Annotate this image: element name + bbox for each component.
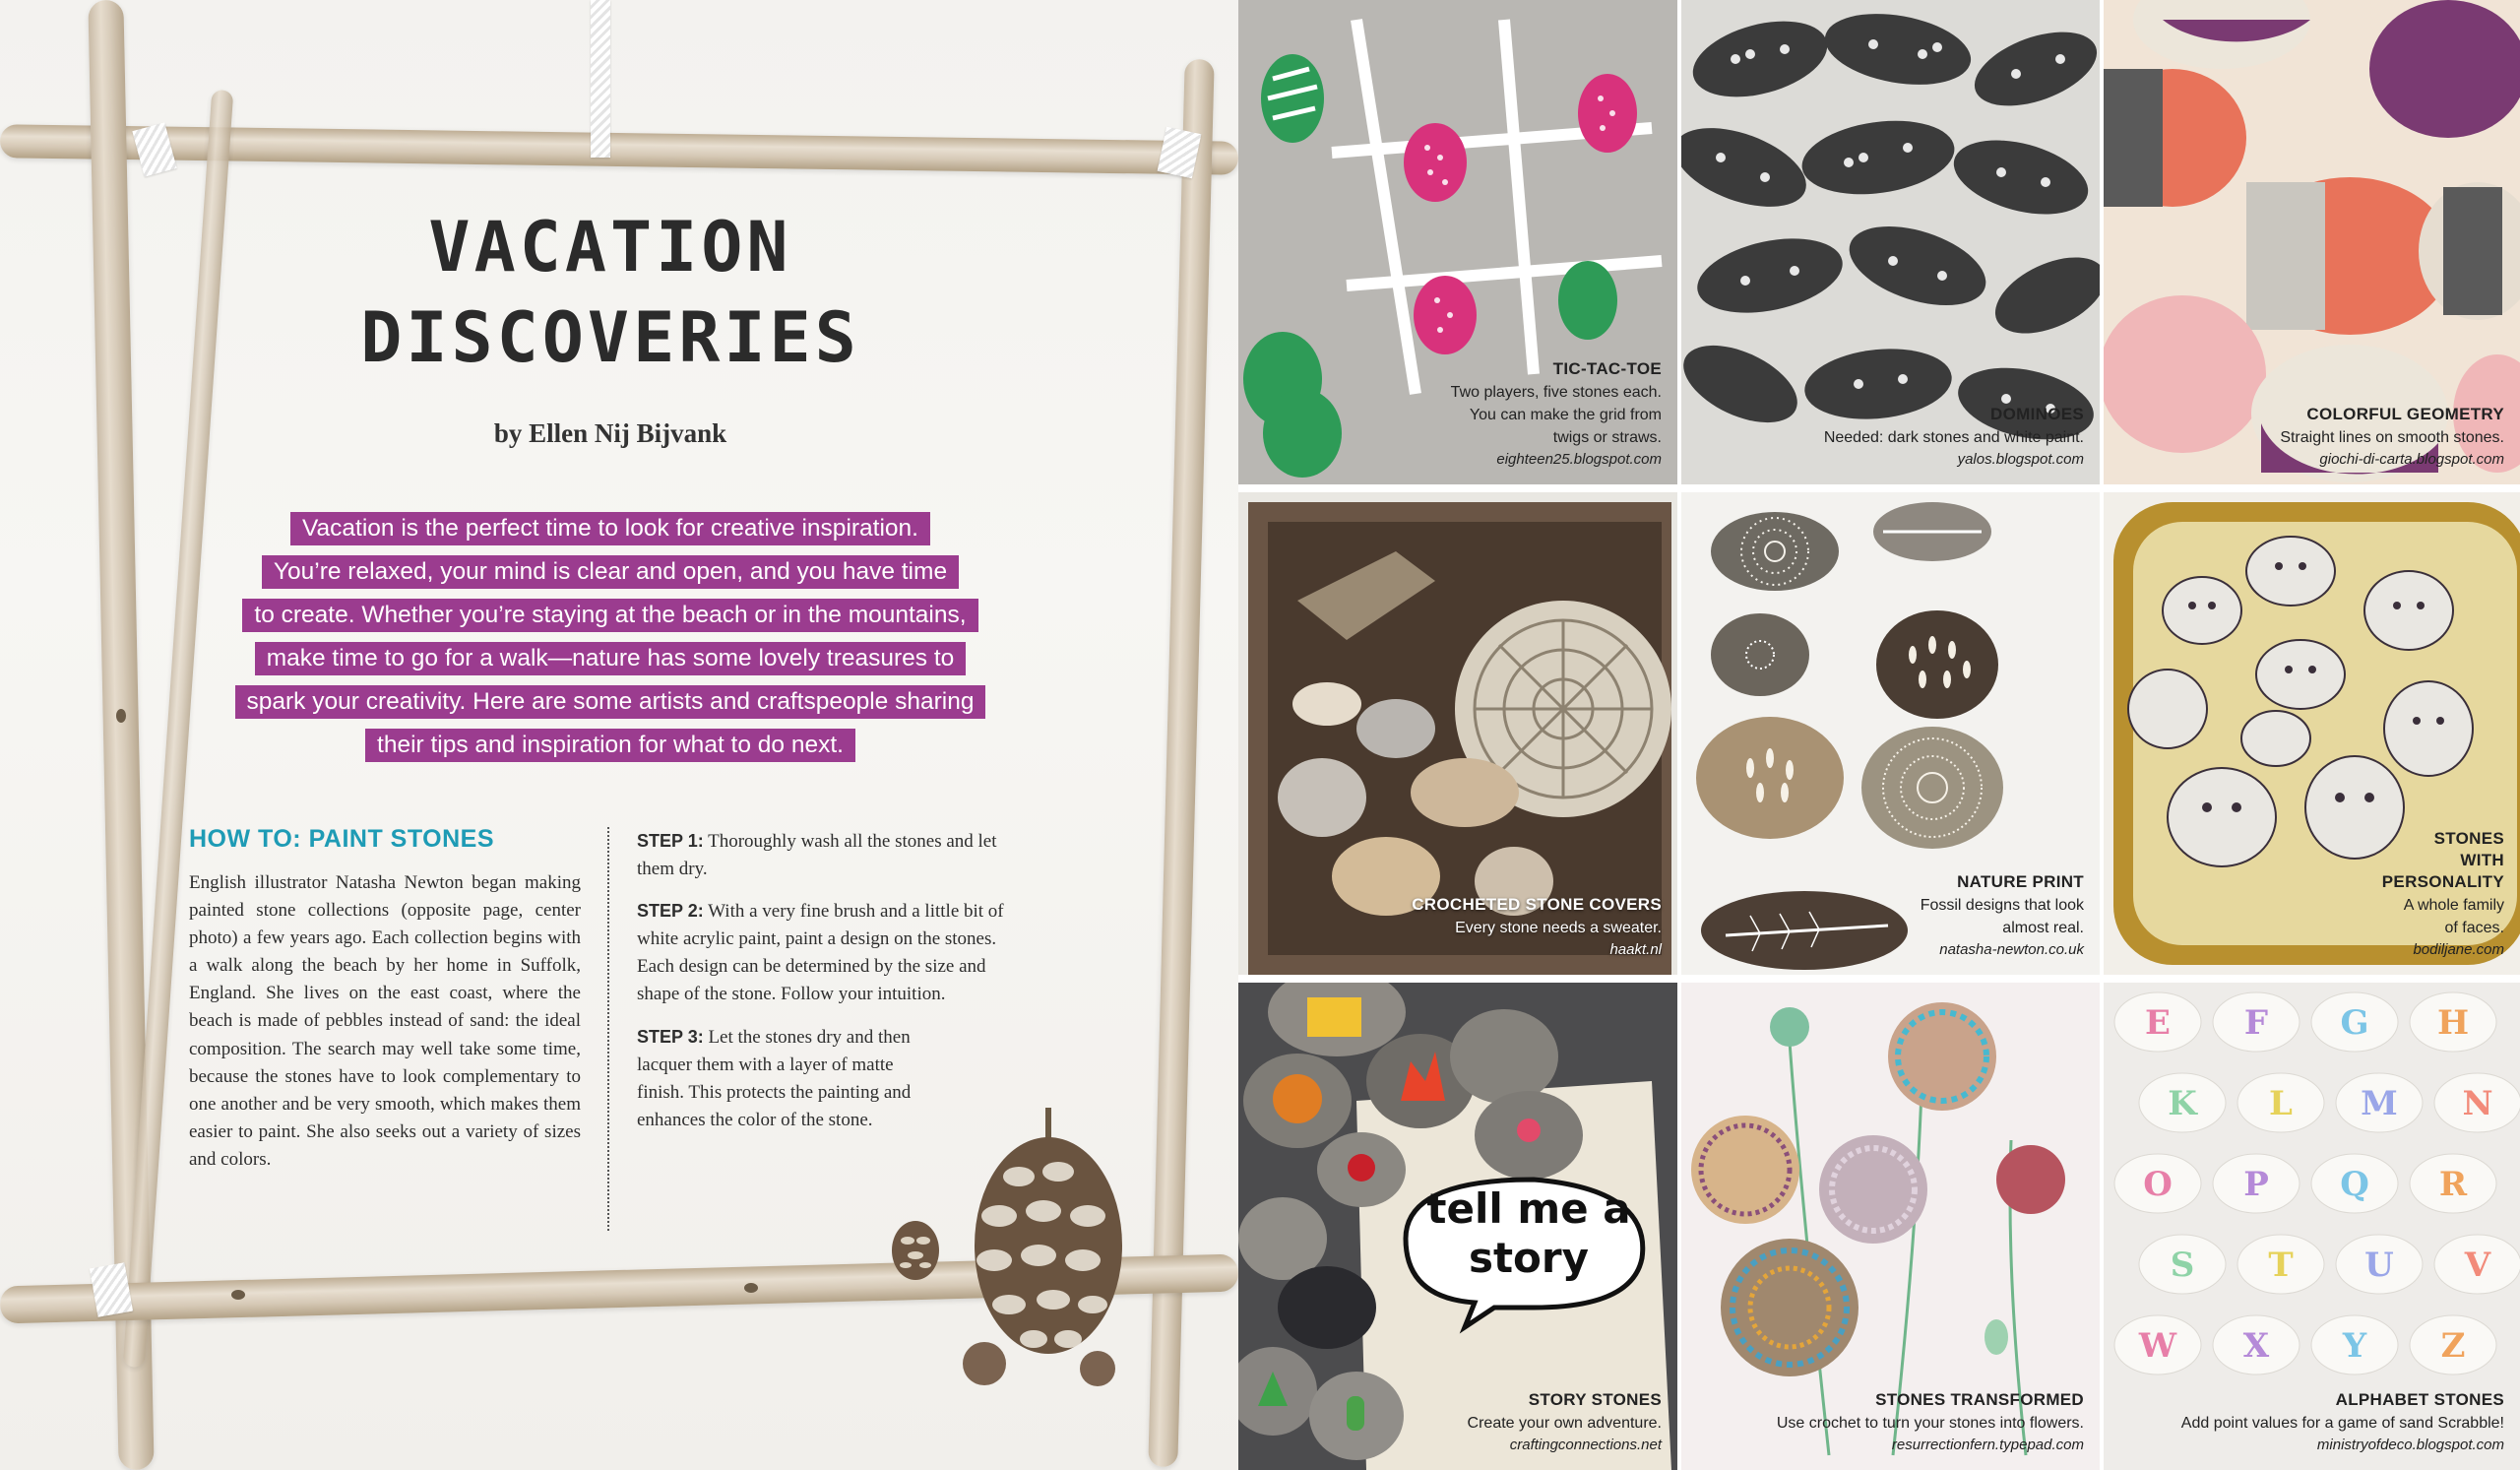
tile-crocheted-stone-covers [1238, 492, 1677, 975]
alphabet-letter: K [2168, 1084, 2197, 1123]
alphabet-letter: E [2145, 1003, 2171, 1043]
tile-desc-line: of faces. [2444, 920, 2504, 936]
tile-title: CROCHETED STONE COVERS [1412, 895, 1662, 914]
grid-gutter [1238, 484, 2520, 492]
step-2 [637, 897, 1026, 1008]
right-page [1238, 0, 2520, 1470]
tile-caption [1824, 405, 2084, 471]
alphabet-letter: R [2438, 1165, 2468, 1204]
alphabet-letter: N [2462, 1084, 2493, 1123]
tile-source: haakt.nl [1609, 941, 1662, 958]
tile-caption [1468, 1390, 1662, 1456]
step-3 [637, 1023, 922, 1134]
pinecone-image [950, 1098, 1147, 1393]
alphabet-letter: P [2243, 1165, 2269, 1204]
driftwood-top-branch [0, 124, 1238, 175]
tile-desc-line: Use crochet to turn your stones into flowers. [1776, 1415, 2084, 1432]
step-text: With a very fine brush and a little bit of white acrylic paint, paint a design on the stones. Each design can be determined by the size and shape of the stone. Follow your intuition. [637, 901, 1004, 1005]
howto-body: English illustrator Natasha Newton began making painted stone collections (opposite page, center photo) a few years ago. Each collection begins with a walk along the beach by her home in Suffolk, England. She lives on the east coast, where the beach is made of pebbles instead of sand: the ideal composition. The search may well take some time, because the stones have to look complementary to one another and be very smooth, which makes them easier to paint. She also seeks out a variety of sizes and colors. [189, 872, 581, 1170]
tile-desc-line: Create your own adventure. [1467, 1415, 1662, 1432]
tile-desc-line: twigs or straws. [1552, 429, 1662, 446]
title-line-1: VACATION [428, 207, 792, 288]
tile-source: resurrectionfern.typepad.com [1891, 1437, 2084, 1453]
tile-source: eighteen25.blogspot.com [1496, 451, 1662, 468]
step-label: STEP 1: [637, 831, 704, 851]
tile-desc-line: Fossil designs that look [1920, 897, 2084, 914]
tile-caption [2181, 1390, 2504, 1456]
alphabet-letter: Z [2440, 1326, 2466, 1366]
tile-source: yalos.blogspot.com [1957, 451, 2084, 468]
alphabet-letter: T [2268, 1246, 2294, 1285]
step-1 [637, 827, 1026, 883]
tile-desc-line: Straight lines on smooth stones. [2280, 429, 2504, 446]
story-sign [1416, 1184, 1642, 1283]
step-text: Let the stones dry and then lacquer them with a layer of matte finish. This protects the painting and enhances the color of the stone. [637, 1026, 912, 1130]
tile-desc-line: You can make the grid from [1469, 407, 1662, 423]
tile-desc-line: A whole family [2403, 897, 2504, 914]
tile-desc-line: Needed: dark stones and white paint. [1823, 429, 2084, 446]
tile-title: TIC-TAC-TOE [1552, 359, 1662, 378]
alphabet-letter: O [2143, 1165, 2173, 1204]
tile-title: WITH [2460, 851, 2504, 869]
alphabet-letter: V [2464, 1246, 2491, 1285]
title-line-2: DISCOVERIES [360, 297, 860, 378]
tile-title: STONES TRANSFORMED [1875, 1390, 2084, 1409]
tile-source: bodiljane.com [2413, 941, 2504, 958]
alphabet-letter: Y [2342, 1326, 2367, 1366]
tile-source: giochi-di-carta.blogspot.com [2319, 451, 2504, 468]
tile-colorful-geometry [2104, 0, 2520, 484]
tile-dominoes [1681, 0, 2100, 484]
alphabet-letter: S [2170, 1246, 2195, 1285]
alphabet-letter: L [2269, 1084, 2293, 1123]
tile-title: ALPHABET STONES [2335, 1390, 2504, 1409]
alphabet-letter: X [2242, 1326, 2270, 1366]
alphabet-letter: G [2340, 1003, 2369, 1043]
step-text: Thoroughly wash all the stones and let them dry. [637, 831, 997, 880]
tile-caption [2382, 829, 2504, 961]
tile-desc-line: almost real. [2002, 920, 2084, 936]
tile-title: COLORFUL GEOMETRY [2306, 405, 2504, 423]
tile-caption [2280, 405, 2504, 471]
hanging-rope [591, 0, 610, 158]
tile-title: STONES [2433, 829, 2504, 848]
tile-nature-print [1681, 492, 2100, 975]
alphabet-letter: W [2138, 1326, 2177, 1366]
tile-caption [1777, 1390, 2084, 1456]
tile-title: STORY STONES [1528, 1390, 1662, 1409]
story-sign-line-2: story [1468, 1234, 1590, 1282]
intro-line: to create. Whether you’re staying at the beach or in the mountains, [242, 599, 977, 632]
article-title [285, 202, 935, 383]
intro-line: Vacation is the perfect time to look for creative inspiration. [290, 512, 930, 545]
intro-line: spark your creativity. Here are some artists and craftspeople sharing [235, 685, 986, 719]
alphabet-letter: H [2436, 1003, 2470, 1043]
tile-source: craftingconnections.net [1509, 1437, 1662, 1453]
tile-desc-line: Two players, five stones each. [1450, 384, 1662, 401]
tile-desc-line: Add point values for a game of sand Scrabble! [2180, 1415, 2504, 1432]
step-label: STEP 2: [637, 901, 704, 922]
grid-gutter [1238, 975, 2520, 983]
tile-title: DOMINOES [1990, 405, 2084, 423]
tile-caption [1921, 872, 2084, 961]
tile-alphabet-stones [2104, 983, 2520, 1470]
intro-line: their tips and inspiration for what to do next. [365, 729, 855, 762]
small-pinecone-image [886, 1216, 945, 1285]
tile-title: NATURE PRINT [1957, 872, 2084, 891]
column-divider [607, 827, 609, 1231]
tile-caption [1451, 359, 1662, 471]
tile-source: ministryofdeco.blogspot.com [2316, 1437, 2504, 1453]
tile-stones-transformed [1681, 983, 2100, 1470]
tile-source: natasha-newton.co.uk [1939, 941, 2084, 958]
tile-stones-with-personality [2104, 492, 2520, 975]
howto-heading: HOW TO: PAINT STONES [189, 825, 495, 853]
alphabet-letter: F [2243, 1003, 2269, 1043]
intro-highlight [187, 507, 1034, 767]
story-sign-line-1: tell me a [1426, 1184, 1631, 1233]
intro-line: You’re relaxed, your mind is clear and open, and you have time [262, 555, 959, 589]
tile-caption [1412, 895, 1662, 961]
byline: by Ellen Nij Bijvank [493, 418, 727, 448]
tile-tic-tac-toe [1238, 0, 1677, 484]
step-label: STEP 3: [637, 1026, 704, 1047]
alphabet-letter: M [2361, 1084, 2398, 1123]
tile-desc-line: Every stone needs a sweater. [1455, 920, 1662, 936]
intro-line: make time to go for a walk—nature has some lovely treasures to [255, 642, 967, 675]
alphabet-letter: U [2364, 1246, 2394, 1285]
tile-title: PERSONALITY [2381, 872, 2504, 891]
tile-story-stones [1238, 983, 1677, 1470]
left-page [0, 0, 1238, 1470]
alphabet-letter: Q [2340, 1165, 2369, 1204]
